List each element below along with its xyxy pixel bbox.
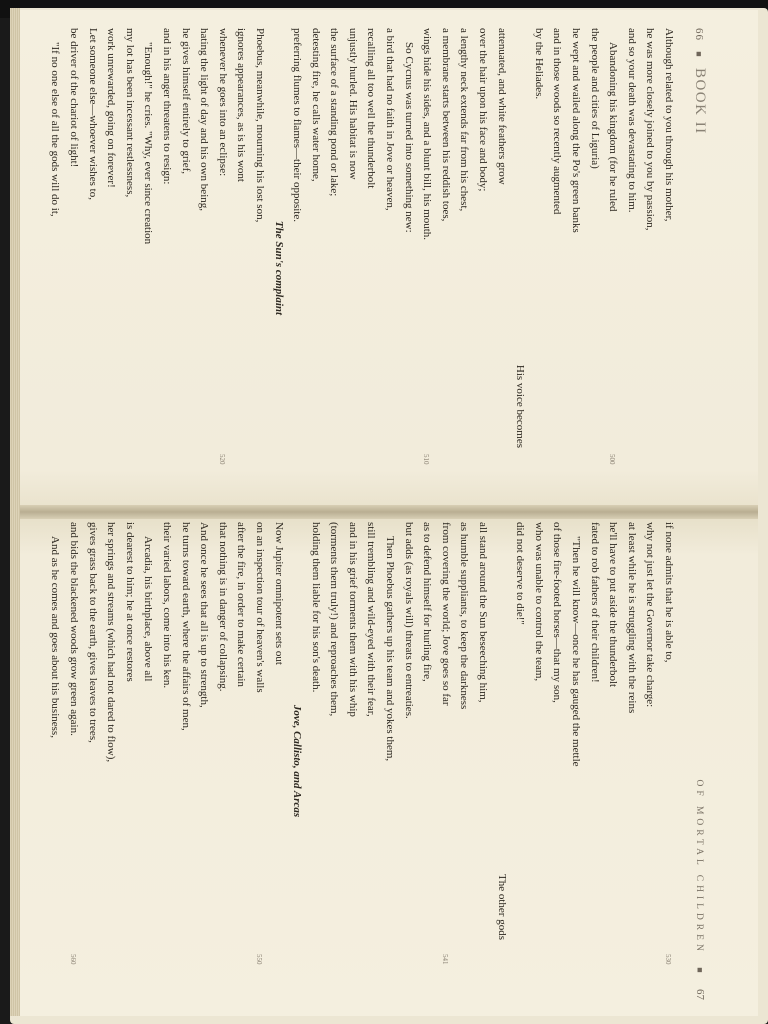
verse-text: and so your death was devastating to him. xyxy=(625,28,638,213)
verse-text: as to defend himself for hurling fire, xyxy=(421,522,434,682)
verse-text: he was more closely joined to you by passion, xyxy=(644,28,657,231)
verse-line xyxy=(566,522,585,1000)
verse-text: work unrewarded, going on forever! xyxy=(105,28,118,188)
verse-text: be driver of the chariot of light! xyxy=(68,28,80,168)
verse-text: The Sun's complaint xyxy=(272,220,285,316)
verse-text: And as he comes and goes about his business, xyxy=(49,536,62,738)
verse-line xyxy=(325,522,344,1000)
verse-text: and in his grief torments them with his whip xyxy=(346,522,359,717)
verse-line xyxy=(139,28,158,508)
verse-text: recalling all too well the thunderbolt xyxy=(365,28,378,189)
verse-line xyxy=(232,522,251,1000)
verse-line xyxy=(604,522,623,1000)
verse-line xyxy=(176,522,195,1000)
verse-line xyxy=(529,522,548,1000)
verse-line xyxy=(120,28,139,508)
verse-line xyxy=(195,522,214,1000)
verse-line xyxy=(622,28,641,508)
verse-line xyxy=(362,28,381,508)
verse-line xyxy=(213,28,232,508)
verse-text: detesting fire, he calls water home, xyxy=(309,28,322,182)
verse-text: on an inspection tour of heaven's walls xyxy=(253,522,266,693)
verse-line xyxy=(641,522,660,1000)
verse-text: their varied labors, come into his ken. xyxy=(160,522,173,689)
verse-text: all stand around the Sun beseeching him, xyxy=(477,522,490,703)
verse-text: he gives himself entirely to grief, xyxy=(179,28,192,175)
verse-text: And once he sees that all is up to strength, xyxy=(198,522,211,708)
verse-line xyxy=(64,28,83,508)
verse-line xyxy=(548,28,567,508)
verse-line xyxy=(343,28,362,508)
verse-text: he wept and wailed along the Po's green banks xyxy=(570,28,583,233)
verse-line xyxy=(492,28,511,508)
verse-text: hating the light of day and his own being, xyxy=(198,28,211,211)
verse-line xyxy=(46,522,65,1000)
verse-text: whenever he goes into an eclipse: xyxy=(216,28,229,177)
verse-line xyxy=(232,28,251,508)
verse-text: but adds (as royals will) threats to entreaties. xyxy=(402,522,415,719)
verse-text: did not deserve to die!" xyxy=(514,522,527,625)
verse-line xyxy=(120,522,139,1000)
verse-line xyxy=(288,28,307,508)
verse-text: fated to rob fathers of their children! xyxy=(588,522,601,683)
right-running-head xyxy=(688,522,712,1000)
verse-line xyxy=(529,28,548,508)
line-number: 550 xyxy=(254,954,263,965)
verse-text: wings hide his sides, and a blunt bill, his mouth. xyxy=(421,28,434,241)
verse-text: unjustly hurled. His habitat is now xyxy=(346,28,359,180)
verse-line xyxy=(306,522,325,1000)
verse-line xyxy=(269,522,288,1000)
right-page-number: 67 xyxy=(694,989,706,1000)
verse-line xyxy=(306,28,325,508)
verse-line xyxy=(64,522,83,1000)
left-poem-text xyxy=(46,28,678,508)
verse-line xyxy=(659,28,678,508)
verse-text: and in those woods so recently augmented xyxy=(551,28,564,215)
verse-text: Although related to you through his mother, xyxy=(663,28,675,222)
verse-line xyxy=(604,28,623,508)
line-number: 520 xyxy=(217,454,226,465)
left-page xyxy=(32,28,712,508)
verse-line xyxy=(436,522,455,1000)
verse-text: "If no one else of all the gods will do it, xyxy=(49,42,62,217)
verse-line xyxy=(157,522,176,1000)
verse-text: over the hair upon his face and body; xyxy=(477,28,490,192)
verse-text: her springs and streams (which had not dared to flow), xyxy=(105,522,118,763)
verse-line xyxy=(473,522,492,1000)
verse-text: of those fire-footed horses—that my son, xyxy=(551,522,564,703)
verse-text: that nothing is in danger of collapsing. xyxy=(216,522,229,692)
right-poem-text xyxy=(46,522,678,1000)
verse-line xyxy=(250,522,269,1000)
line-number: 510 xyxy=(422,454,431,465)
verse-text: Jove, Callisto, and Arcas xyxy=(291,704,304,818)
verse-text: he turns toward earth, where the affairs of men, xyxy=(179,522,192,731)
verse-line xyxy=(511,28,530,508)
verse-text: ignores appearances, as is his wont xyxy=(235,28,248,182)
verse-line xyxy=(46,28,65,508)
page-edges xyxy=(10,8,20,1016)
verse-line xyxy=(659,522,678,1000)
verse-text: Phoebus, meanwhile, mourning his lost son, xyxy=(253,28,266,223)
verse-text: why not just let the Governor take charge: xyxy=(644,522,657,708)
verse-line xyxy=(102,28,121,508)
verse-line xyxy=(641,28,660,508)
verse-line xyxy=(548,522,567,1000)
verse-line xyxy=(399,28,418,508)
verse-text: as humble suppliants, to keep the darkness xyxy=(458,522,471,710)
verse-text: attenuated, and white feathers grow xyxy=(495,28,508,185)
verse-text: The other gods xyxy=(495,874,508,940)
verse-text: holding them liable for his son's death. xyxy=(309,522,322,693)
verse-text: So Cycnus was turned into something new: xyxy=(402,42,415,233)
verse-text: is dearest to him; he at once restores xyxy=(123,522,136,682)
verse-line xyxy=(157,28,176,508)
verse-text: my lot has been incessant restlessness, xyxy=(123,28,136,198)
verse-line xyxy=(213,522,232,1000)
line-number: 541 xyxy=(440,954,449,965)
section-heading xyxy=(288,522,307,1000)
verse-text: he'll have to put aside the thunderbolt xyxy=(607,522,620,688)
verse-text: and in his anger threatens to resign: xyxy=(160,28,173,185)
line-number: 560 xyxy=(69,954,77,965)
verse-line xyxy=(436,28,455,508)
verse-line xyxy=(102,522,121,1000)
left-running-head xyxy=(688,28,712,508)
verse-line xyxy=(325,28,344,508)
verse-line xyxy=(511,522,530,1000)
verse-text: a membrane starts between his reddish toes, xyxy=(439,28,452,222)
verse-text: Let someone else—whoever wishes to, xyxy=(86,28,99,200)
verse-line xyxy=(585,522,604,1000)
verse-text: if none admits that he is able to, xyxy=(663,522,675,663)
verse-text: His voice becomes xyxy=(514,364,527,448)
verse-line xyxy=(492,522,511,1000)
verse-text: after the fire, in order to make certain xyxy=(235,522,248,687)
verse-line xyxy=(250,28,269,508)
verse-line xyxy=(585,28,604,508)
verse-line xyxy=(622,522,641,1000)
right-separator: ■ xyxy=(695,967,705,977)
verse-line xyxy=(139,522,158,1000)
verse-line xyxy=(195,28,214,508)
verse-line xyxy=(176,28,195,508)
verse-line xyxy=(418,522,437,1000)
verse-text: at least while he is struggling with the reins xyxy=(625,522,638,714)
verse-line xyxy=(83,522,102,1000)
verse-line xyxy=(381,28,400,508)
verse-text: preferring flumes to flames—their opposite. xyxy=(291,28,304,222)
verse-line xyxy=(455,28,474,508)
verse-text: by the Heliades. xyxy=(532,28,545,100)
verse-text: Abandoning his kingdom (for he ruled xyxy=(607,42,620,212)
verse-text: still trembling and wild-eyed with their fear, xyxy=(365,522,378,717)
verse-text: a lengthy neck extends far from his chest, xyxy=(458,28,471,212)
verse-text: the people and cities of Liguria) xyxy=(588,28,601,169)
line-number: 530 xyxy=(664,954,672,965)
left-page-number: 66 xyxy=(693,28,705,41)
verse-line xyxy=(362,522,381,1000)
left-separator: ■ xyxy=(694,51,704,58)
verse-text: (torments them truly!) and reproaches them, xyxy=(328,522,341,717)
verse-line xyxy=(473,28,492,508)
chapter-title: OF MORTAL CHILDREN xyxy=(694,779,704,955)
verse-text: who was unable to control the team, xyxy=(532,522,545,682)
verse-text: gives grass back to the earth, gives leaves to trees, xyxy=(86,522,99,743)
verse-text: the surface of a standing pond or lake; xyxy=(328,28,341,197)
verse-text: and bids the blackened woods grow green again. xyxy=(68,522,80,736)
line-number: 500 xyxy=(608,454,617,465)
verse-line xyxy=(455,522,474,1000)
verse-text: from covering the world; Jove goes so far xyxy=(439,522,452,706)
verse-text: Now Jupiter omnipotent sets out xyxy=(272,522,285,665)
verse-text: "Then he will know—once he has gauged the mettle xyxy=(570,536,583,767)
book-title: BOOK II xyxy=(692,67,708,135)
verse-line xyxy=(83,28,102,508)
verse-line xyxy=(381,522,400,1000)
verse-text: "Enough!" he cries. "Why, ever since creation xyxy=(142,42,155,245)
section-heading xyxy=(269,28,288,508)
verse-line xyxy=(343,522,362,1000)
verse-text: Then Phoebus gathers up his team and yokes them, xyxy=(384,536,397,762)
verse-text: a bird that had no faith in Jove or heaven, xyxy=(384,28,397,211)
verse-line xyxy=(566,28,585,508)
verse-text: Arcadia, his birthplace, above all xyxy=(142,536,155,682)
right-page xyxy=(32,522,712,1000)
verse-line xyxy=(399,522,418,1000)
verse-line xyxy=(418,28,437,508)
